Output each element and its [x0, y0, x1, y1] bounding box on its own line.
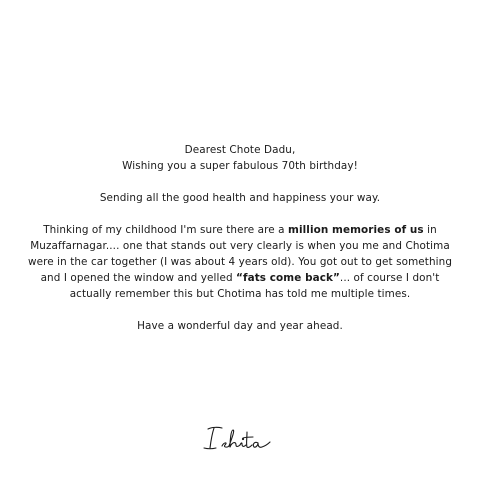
memory-bold-2: “fats come back”: [236, 272, 340, 284]
signature: [200, 418, 280, 458]
childhood-memory-paragraph: [20, 222, 460, 302]
memory-bold-1: million memories of us: [288, 224, 424, 236]
paragraph-gap: [20, 174, 460, 190]
health-wish: Sending all the good health and happiness your way.: [99, 192, 381, 204]
letter-body: [20, 142, 460, 334]
closing-line: Have a wonderful day and year ahead.: [137, 320, 343, 332]
memory-text-3: ... of course I don't actually remember this but Chotima has told me multiple times.: [69, 272, 440, 300]
paragraph-gap: [20, 206, 460, 222]
paragraph-gap: [20, 302, 460, 318]
birthday-wish: Wishing you a super fabulous 70th birthday!: [122, 160, 358, 172]
memory-text-1: Thinking of my childhood I'm sure there are a: [43, 224, 289, 236]
salutation: Dearest Chote Dadu,: [184, 144, 296, 156]
signature-image: [200, 418, 280, 458]
memory-text-2: in Muzaffarnagar.... one that stands out very clearly is when you me and Chotima were in the car together (I was about 4 years old). You got out to get something and I opened the window and yelled: [27, 224, 453, 284]
